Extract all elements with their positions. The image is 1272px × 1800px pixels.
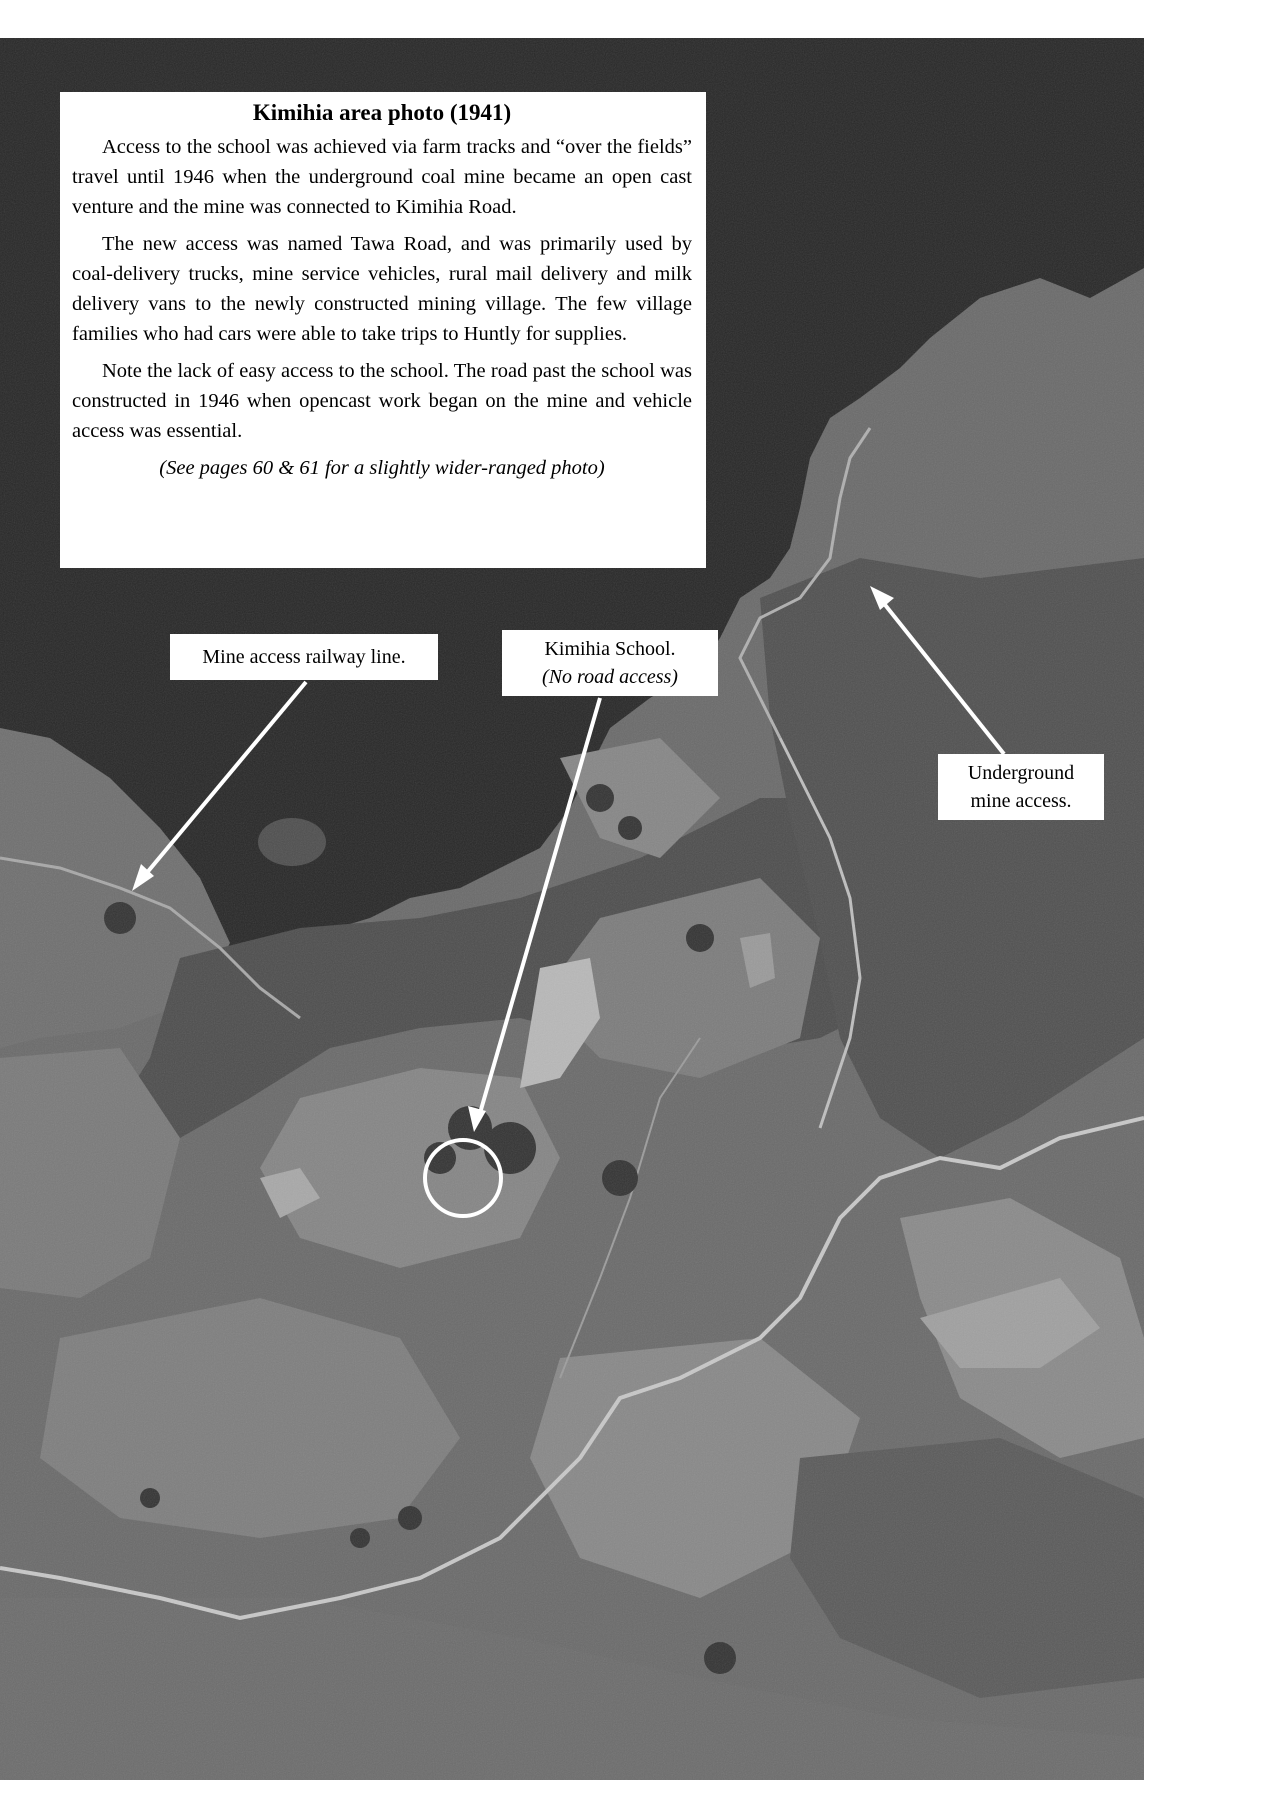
info-paragraph-tawa-road: The new access was named Tawa Road, and was primarily used by coal-delivery trucks, mine service vehicles, rural mail delivery and milk delivery vans to the newly constructed mining village. The few village families who had cars were able to take trips to Huntly for supplies. — [72, 233, 692, 345]
mine-callout-line1: Underground — [967, 762, 1075, 784]
mine-callout — [938, 754, 1104, 820]
info-paragraph-lack-of-access: Note the lack of easy access to the school. The road past the school was constructed in 1946 when opencast work began on the mine and vehicle access was essential. — [72, 360, 692, 442]
mine-callout-line2: mine access. — [970, 790, 1072, 812]
school-callout-line1: Kimihia School. — [544, 638, 676, 660]
info-note: (See pages 60 & 61 for a slightly wider-ranged photo) — [159, 457, 605, 479]
info-paragraph-access: Access to the school was achieved via farm tracks and “over the fields” travel until 1946 when the underground coal mine became an open cast venture and the mine was connected to Kimihia Road. — [72, 136, 692, 218]
school-callout — [502, 630, 718, 696]
info-box — [60, 92, 706, 568]
school-callout-line2: (No road access) — [542, 666, 678, 688]
info-box-title: Kimihia area photo (1941) — [252, 100, 512, 125]
railway-callout — [170, 634, 438, 680]
railway-callout-text: Mine access railway line. — [202, 646, 406, 668]
